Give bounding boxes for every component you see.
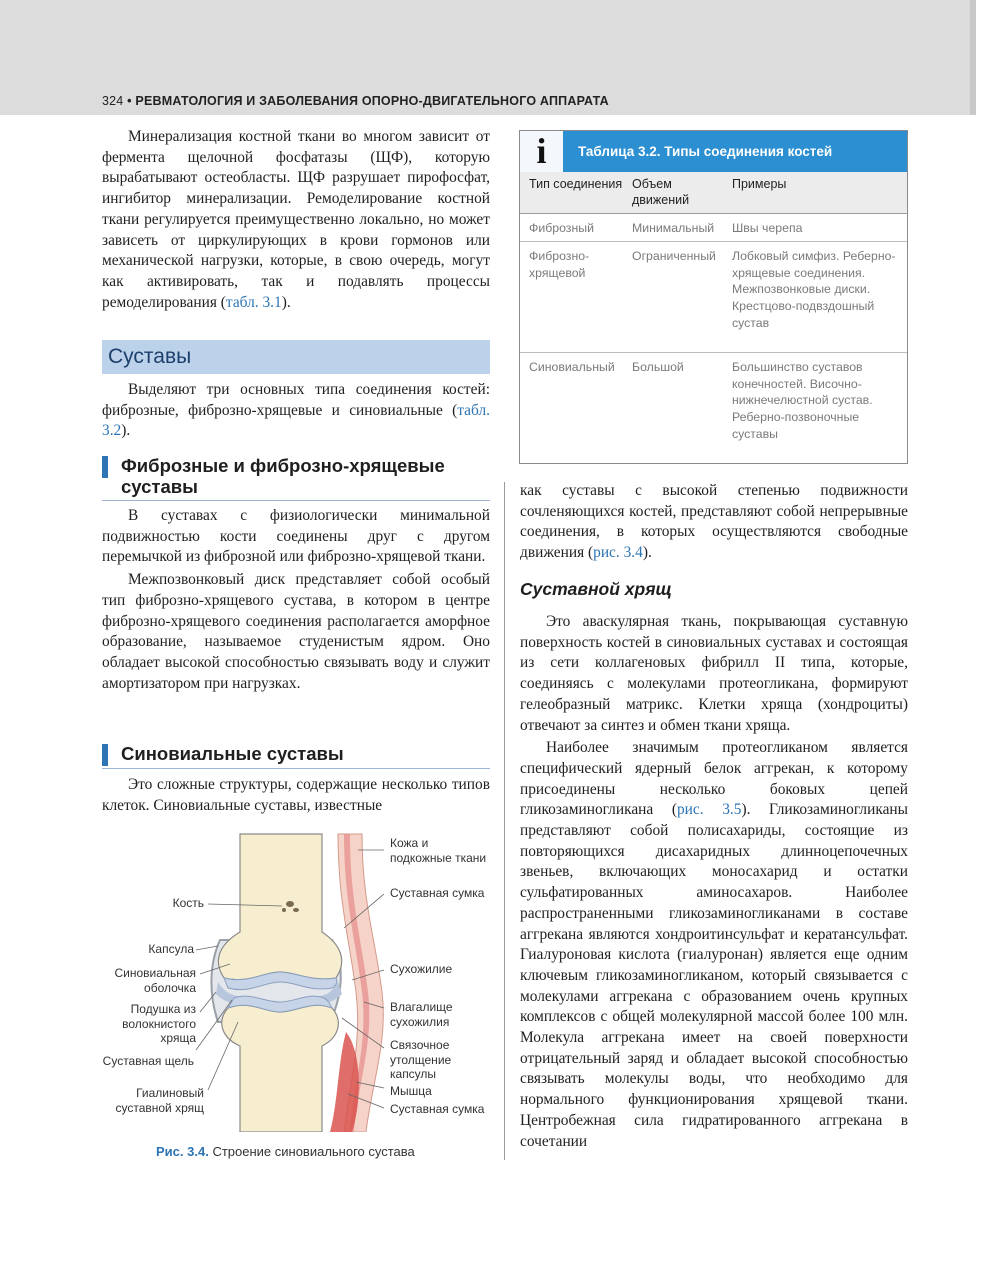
label-capsule: Капсула: [148, 942, 194, 956]
intro-paragraph: Минерализация костной ткани во многом зависит от фермента щелочной фосфатазы (ЩФ), которую вырабатывают остеобласты. ЩФ разрушает пирофосфат, ингибитор минерализации. Ремоделирование костной ткани регулируется преимущественно локально, но может зависеть от циркулирующих в крови гормонов или механической нагрузки, которые, в свою очередь, могут как активировать, так и подавлять процессы ремоделирования (табл. 3.1).: [102, 128, 490, 311]
subheading-synovial: Синовиальные суставы: [102, 743, 490, 769]
table-3-2: [519, 130, 908, 464]
running-header: [102, 94, 609, 108]
header-bullet: •: [127, 94, 132, 108]
page-number: 324: [102, 94, 124, 108]
label-joint-space: Суставная щель: [102, 1054, 194, 1068]
subheading-accent-bar: [102, 744, 108, 766]
section-title-banner: Суставы: [102, 340, 490, 374]
caption-number: Рис. 3.4.: [156, 1144, 209, 1159]
label-bursa-top: Суставная сумка: [390, 886, 485, 900]
subheading-accent-bar: [102, 456, 108, 478]
label-skin: Кожа и подкожные ткани: [390, 836, 487, 865]
label-bone: Кость: [172, 896, 204, 910]
table-3-2-link[interactable]: табл. 3.2: [102, 401, 490, 440]
label-fibrocartilage-pad: Подушка из волокнистого хряща: [122, 1002, 196, 1045]
running-title: РЕВМАТОЛОГИЯ И ЗАБОЛЕВАНИЯ ОПОРНО-ДВИГАТЕЛЬНОГО АППАРАТА: [135, 94, 609, 108]
table-row: Фиброзный Минимальный Швы черепа: [520, 214, 907, 242]
fibrous-text: [102, 506, 490, 694]
column-divider: [504, 482, 505, 1160]
col-header-examples: Примеры: [732, 177, 787, 191]
table-3-1-link[interactable]: табл. 3.1: [225, 293, 282, 311]
label-hyaline-cartilage: Гиалиновый суставной хрящ: [115, 1086, 204, 1115]
synovial-text: [102, 775, 490, 816]
cartilage-paragraph-1: Это аваскулярная ткань, покрывающая суставную поверхность костей в синовиальных суставах и состоящая из сети коллагеновых фибрилл II типа, которые, соединяясь с молекулами протеогликана, формируют гелеобразный матрикс. Клетки хряща (хондроциты) отвечают за синтез и обмен ткани хряща.: [520, 613, 908, 734]
figure-3-4-link[interactable]: рис. 3.4: [593, 544, 643, 562]
fibrous-paragraph-1: В суставах с физиологически минимальной подвижностью кости соединены друг с другом перемычкой из фиброзной или фиброзно-хрящевой ткани.: [102, 507, 490, 566]
section-intro: [102, 380, 490, 442]
label-tendon-sheath: Влагалище сухожилия: [390, 1000, 453, 1029]
label-bursa-bottom: Суставная сумка: [390, 1102, 485, 1116]
section-paragraph: Выделяют три основных типа соединения костей: фиброзные, фиброзно-хрящевые и синовиальные (табл. 3.2).: [102, 381, 490, 440]
synovial-paragraph: Это сложные структуры, содержащие несколько типов клеток. Синовиальные суставы, известные: [102, 776, 490, 814]
continuation-paragraph: как суставы с высокой степенью подвижности сочленяющихся костей, представляют собой непрерывные соединения, в которых осуществляются свободные движения (рис. 3.4).: [520, 482, 908, 562]
caption-text: Строение синовиального сустава: [212, 1144, 415, 1159]
table-column-headers: [520, 172, 907, 214]
figure-3-5-link[interactable]: рис. 3.5: [676, 801, 742, 819]
table-row: Синовиальный Большой Большинство суставов конечностей. Височно-нижнечелюстной сустав. Реберно-позвоночные суставы: [529, 360, 873, 441]
left-column-intro: [102, 127, 490, 313]
fibrous-paragraph-2: Межпозвонковый диск представляет собой особый тип фиброзно-хрящевого сустава, в котором в центре фиброзно-хрящевого соединения располагается аморфное образование, называемое студенистым ядром. Оно обладает высокой способностью связывать воду и служит амортизатором при нагрузках.: [102, 571, 490, 692]
table-row: Фиброзно-хрящевой Ограниченный Лобковый симфиз. Реберно-хрящевые соединения. Межпозвонковые диски. Крестцово-подвздошный сустав: [520, 242, 907, 353]
label-tendon: Сухожилие: [390, 962, 453, 976]
right-margin: [976, 0, 1000, 1280]
label-synovial-membrane: Синовиальная оболочка: [114, 966, 196, 995]
cartilage-paragraph-2: Наиболее значимым протеогликаном является специфический ядерный белок аггрекан, к которому присоединены несколько боковых цепей гликозаминогликана (рис. 3.5). Гликозаминогликаны представляют собой полисахариды, состоящие из повторяющихся дисахаридных длинноцепочечных звеньев, включающих моносахарид и остатки сульфатированных аминосахаров. Наиболее распространенными гликозаминогликанами в составе аггрекана являются хондроитинсульфат и кератансульфат. Гиалуроновая кислота (гиалуронан) является еще одним ключевым гликозаминогликаном, который связывается с молекулами аггрекана с образованием очень крупных комплексов с общей молекулярной массой более 100 млн. Молекула аггрекана имеет на своей поверхности отрицательный заряд и обладает высокой способностью связывать молекулы воды, что необходимо для нормального функционирования хрящевой ткани. Центробежная сила гидратированного аггрекана в сочетании: [520, 739, 908, 1150]
label-capsule-ligament: Связочное утолщение капсулы: [390, 1038, 452, 1081]
right-column-continuation: [520, 481, 908, 564]
cartilage-text: [520, 612, 908, 1152]
cartilage-heading: Суставной хрящ: [520, 579, 672, 599]
info-icon: i: [520, 131, 563, 172]
table-header-bar: [520, 131, 907, 172]
col-header-type: Тип соединения: [529, 177, 623, 191]
joint-figure: [100, 832, 492, 1132]
subheading-fibrous: Фиброзные и фиброзно-хрящевые суставы: [102, 455, 490, 501]
label-muscle: Мышца: [390, 1084, 432, 1098]
table-title: Таблица 3.2. Типы соединения костей: [578, 144, 833, 159]
figure-caption: [156, 1144, 415, 1159]
col-header-mobility: Объем движений: [632, 177, 690, 207]
